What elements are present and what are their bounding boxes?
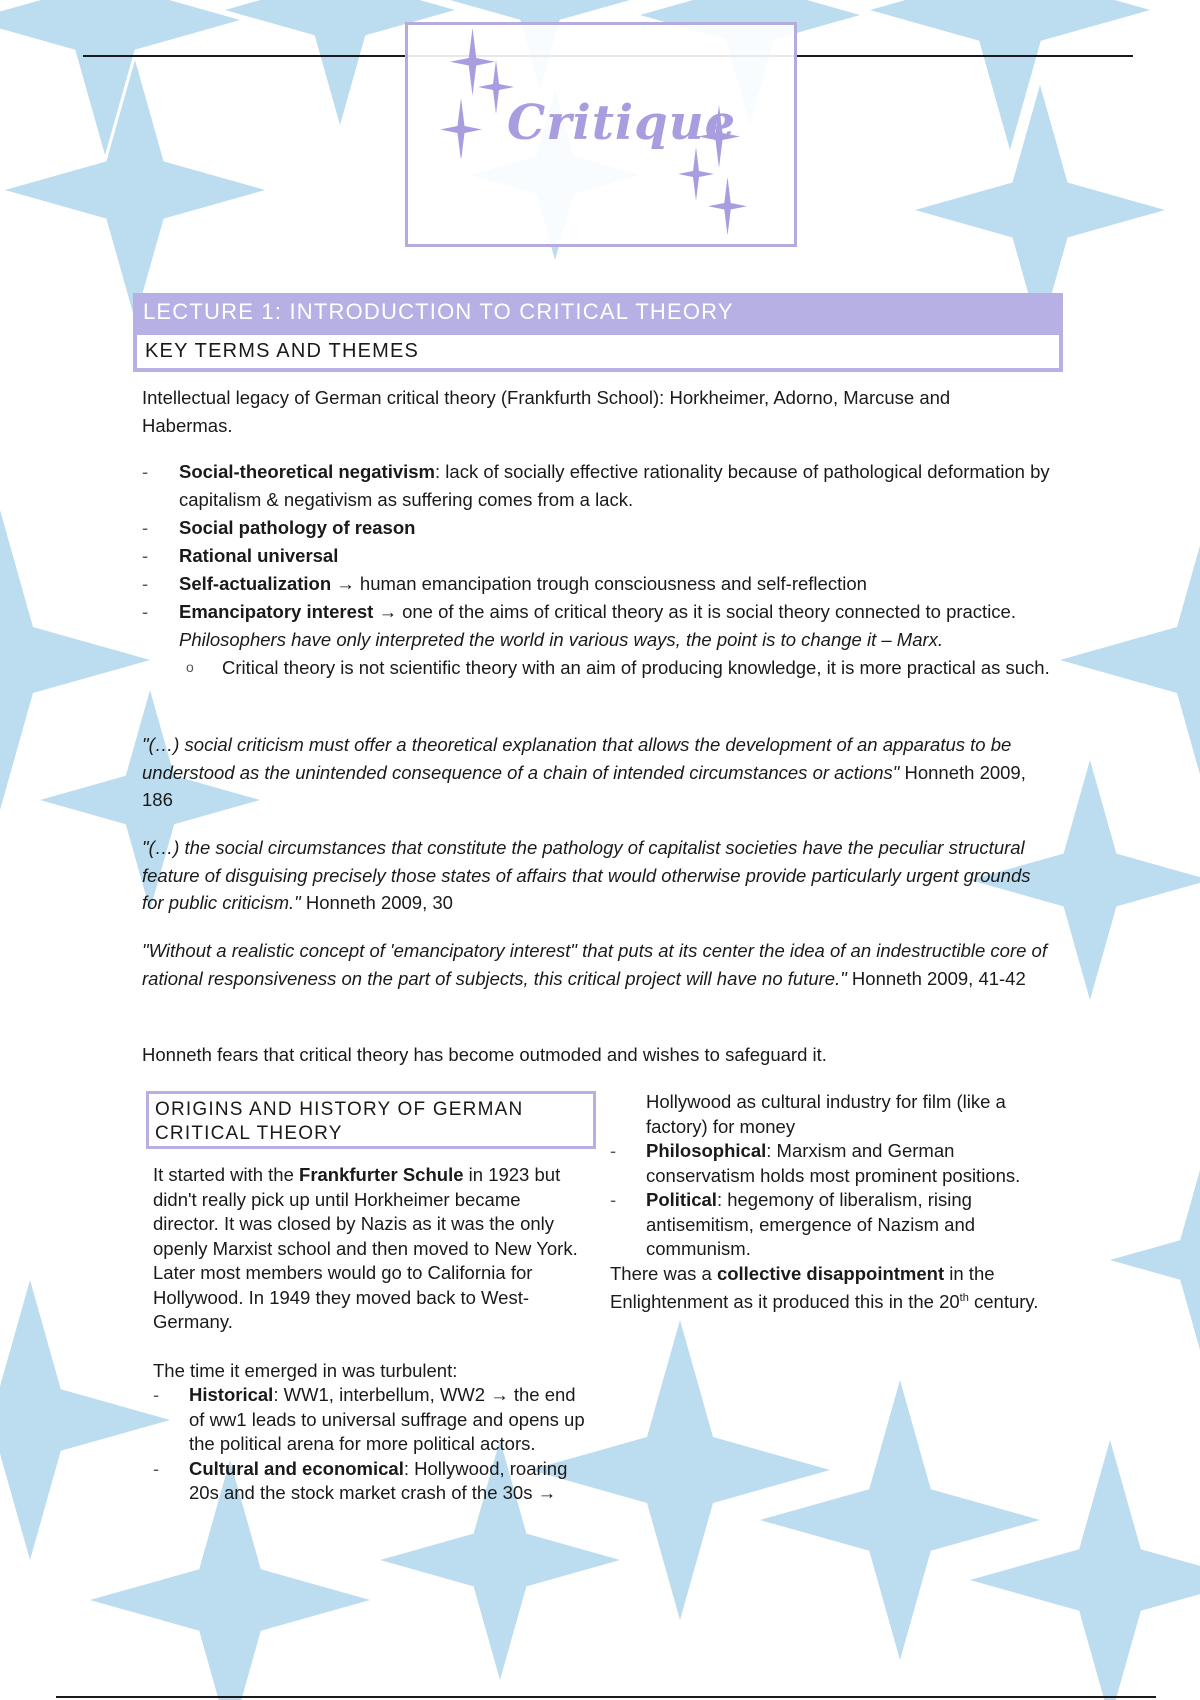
conclusion-paragraph: Honneth fears that critical theory has become outmoded and wishes to safeguard it.	[142, 1044, 827, 1065]
list-item: - Rational universal	[142, 542, 1062, 570]
list-item: - Emancipatory interest → one of the aims of critical theory as it is social theory connected to practice. Philosophers have only interpreted the world in various ways, the point is to change it – Marx.	[142, 598, 1062, 654]
key-terms-list	[142, 458, 1062, 654]
section-heading-origins: ORIGINS AND HISTORY OF GERMAN CRITICAL THEORY	[146, 1091, 596, 1149]
continued-text: Hollywood as cultural industry for film (like a factory) for money	[646, 1091, 1006, 1137]
quote-1: "(…) social criticism must offer a theoretical explanation that allows the development of an apparatus to be understood as the unintended consequence of a chain of intended circumstances or actions" Honneth 2009, 186	[142, 734, 1026, 810]
section-heading-key-terms: KEY TERMS AND THEMES	[133, 331, 1063, 372]
origins-right-column	[610, 1090, 1055, 1315]
origins-bullets	[153, 1383, 589, 1506]
closing-paragraph: There was a collective disappointment in the Enlightenment as it produced this in the 20th century.	[610, 1262, 1039, 1313]
turbulent-intro: The time it emerged in was turbulent:	[153, 1359, 458, 1381]
sub-point: o Critical theory is not scientific theory with an aim of producing knowledge, it is more practical as such.	[142, 654, 1142, 682]
lecture-heading: LECTURE 1: INTRODUCTION TO CRITICAL THEORY	[133, 293, 1063, 331]
list-item: - Political: hegemony of liberalism, rising antisemitism, emergence of Nazism and communism.	[610, 1188, 1055, 1262]
document-title: Critique	[507, 95, 737, 151]
list-item: - Philosophical: Marxism and German conservatism holds most prominent positions.	[610, 1139, 1055, 1188]
intro-paragraph: Intellectual legacy of German critical theory (Frankfurth School): Horkheimer, Adorno, Marcuse and Habermas.	[142, 387, 951, 436]
origins-left-column	[153, 1163, 589, 1506]
list-item: - Social-theoretical negativism: lack of socially effective rationality because of pathological deformation by capitalism & negativism as suffering comes from a lack.	[142, 458, 1062, 514]
list-item: - Self-actualization → human emancipation trough consciousness and self-reflection	[142, 570, 1062, 598]
list-item: - Cultural and economical: Hollywood, roaring 20s and the stock market crash of the 30s →	[153, 1457, 589, 1506]
origins-paragraph: It started with the Frankfurter Schule in 1923 but didn't really pick up until Horkheimer became director. It was closed by Nazis as it was the only openly Marxist school and then moved to New York. Later most members would go to California for Hollywood. In 1949 they moved back to West-Germany.	[153, 1164, 578, 1332]
origins-bullets-right	[610, 1139, 1055, 1262]
quote-3: "Without a realistic concept of 'emancipatory interest" that puts at its center the idea of an indestructible core of rational responsiveness on the part of subjects, this critical project will have no future." Honneth 2009, 41-42	[142, 940, 1047, 989]
quote-2: "(…) the social circumstances that constitute the pathology of capitalist societies have the peculiar structural feature of disguising precisely those states of affairs that would otherwise provide particularly urgent grounds for public criticism." Honneth 2009, 30	[142, 837, 1031, 913]
list-item: - Social pathology of reason	[142, 514, 1062, 542]
list-item: - Historical: WW1, interbellum, WW2 → the end of ww1 leads to universal suffrage and opens up the political arena for more political actors.	[153, 1383, 589, 1457]
bottom-rule	[56, 1696, 1156, 1698]
